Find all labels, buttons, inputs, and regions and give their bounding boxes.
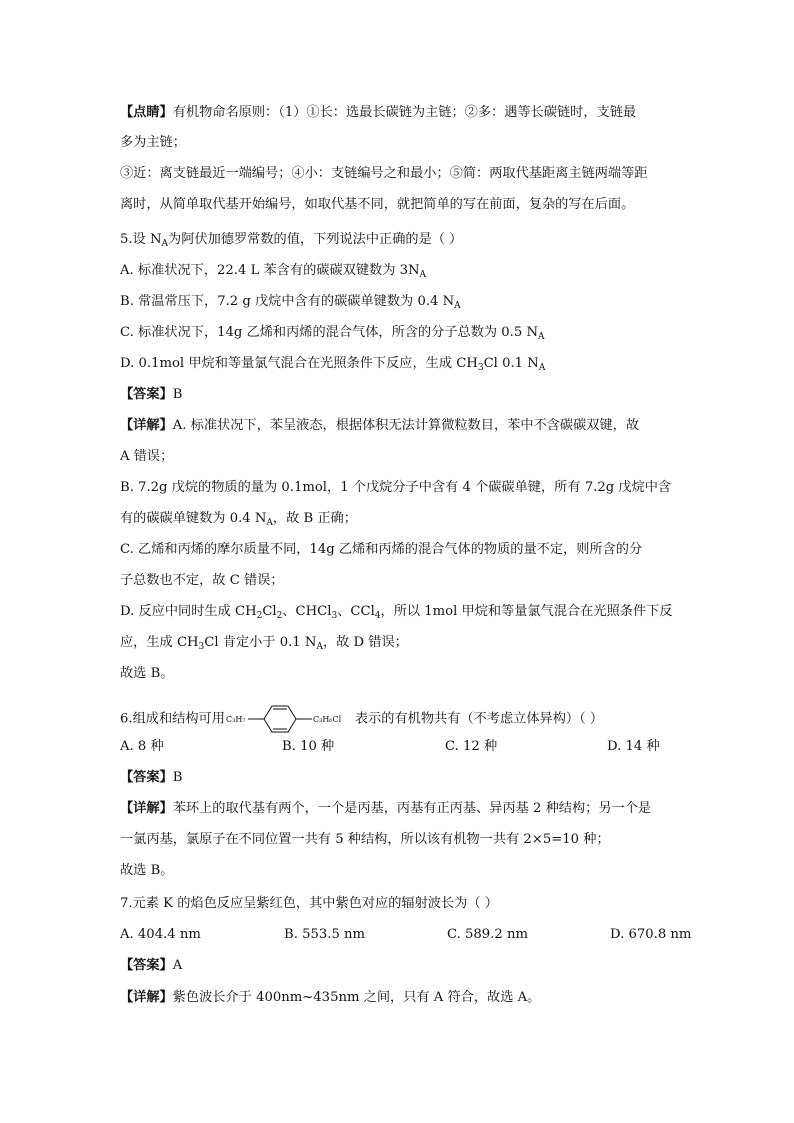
q5-option-d	[120, 355, 545, 373]
q7-detail	[120, 989, 540, 1007]
q5-detail-d2	[120, 634, 408, 652]
q5-detail-c2: 子总数也不定，故 C 错误；	[120, 573, 284, 588]
q5-stem-pre: 5.设 N	[120, 232, 162, 247]
q6-stem-pre: 6.组成和结构可用	[120, 711, 225, 727]
q5-option-d-text: D. 0.1mol 甲烷和等量氯气混合在光照条件下反应，生成 CH	[120, 356, 478, 371]
q5-detail-d2-s1: 3	[198, 642, 205, 652]
benzene-ring	[264, 706, 296, 732]
dianjing-text-1: 有机物命名原则：（1）①长：选最长碳链为主链；②多：遇等长碳链时，支链最	[172, 105, 637, 120]
q5-option-a-sub: A	[419, 270, 427, 280]
q5-option-c-text: C. 标准状况下，14g 乙烯和丙烯的混合气体，所含的分子总数为 0.5 N	[120, 325, 538, 340]
q5-detail-b1: B. 7.2g 戊烷的物质的量为 0.1mol，1 个戊烷分子中含有 4 个碳碳单键，所有 7.2g 戊烷中含	[120, 480, 672, 495]
q5-option-c	[120, 324, 545, 342]
q5-detail-d2-a: 应，生成 CH	[120, 635, 199, 650]
q5-detail-d1-s3: 3	[331, 611, 338, 621]
q6-stem-post: 表示的有机物共有（不考虑立体异构）（ ）	[354, 711, 604, 727]
q6-detail-2: 一氯丙基，氯原子在不同位置一共有 5 种结构，所以该有机物一共有 2×5=10 种；	[120, 832, 610, 847]
q5-detail-d1-s1: 2	[256, 611, 263, 621]
q5-detail-d2-b: Cl 肯定小于 0.1 N	[204, 635, 317, 650]
q7-answer-value: A	[172, 958, 183, 973]
q5-detail-b2	[120, 510, 357, 528]
dianjing-line-1	[120, 104, 636, 122]
q6-detail-1	[120, 800, 651, 818]
q5-option-d-sub1: 3	[477, 363, 484, 373]
q5-detail-tag: 【详解】	[120, 418, 173, 433]
q7-option-b: B. 553.5 nm	[284, 927, 366, 942]
q5-detail-a2: A 错误；	[120, 449, 174, 464]
dianjing-tag: 【点睛】	[120, 105, 173, 120]
left-group-label: C₃H₇	[225, 715, 246, 724]
q6-option-a: A. 8 种	[120, 739, 164, 754]
q5-detail-c1: C. 乙烯和丙烯的摩尔质量不同，14g 乙烯和丙烯的混合气体的物质的量不定，则所含的分	[120, 542, 643, 557]
q5-detail-d1-c: 、CHCl	[282, 604, 332, 619]
q5-option-b	[120, 293, 461, 311]
q5-detail-d1-s2: 2	[276, 611, 283, 621]
q5-detail-d1-d: 、CCl	[337, 604, 375, 619]
q5-option-b-sub: A	[454, 301, 461, 311]
q6-option-d: D. 14 种	[607, 739, 660, 754]
q5-option-d-sub2: A	[538, 363, 546, 373]
q5-detail-d1-s4: 4	[374, 611, 381, 621]
q5-detail-b2-sub: A	[266, 518, 273, 528]
q5-conclusion: 故选 B。	[120, 666, 174, 681]
q5-option-b-text: B. 常温常压下，7.2 g 戊烷中含有的碳碳单键数为 0.4 N	[120, 294, 455, 309]
q5-option-a	[120, 262, 426, 280]
q5-detail-d1	[120, 603, 673, 621]
q7-option-c: C. 589.2 nm	[447, 927, 528, 942]
q5-detail-d1-b: Cl	[262, 604, 277, 619]
q5-answer-tag: 【答案】	[120, 387, 173, 402]
q5-stem-post: 为阿伏加德罗常数的值，下列说法中正确的是（ ）	[168, 232, 463, 247]
q7-answer	[120, 957, 182, 975]
q5-detail-d2-c: ，故 D 错误；	[322, 635, 408, 650]
q6-stem	[120, 701, 603, 737]
q5-detail-d1-e: ，所以 1mol 甲烷和等量氯气混合在光照条件下反	[380, 604, 673, 619]
right-group-label: C₃H₆Cl	[312, 715, 342, 724]
q7-detail-tag: 【详解】	[120, 990, 173, 1005]
q5-detail-d2-s2: A	[316, 642, 323, 652]
q5-option-c-sub: A	[538, 332, 545, 342]
q6-option-c: C. 12 种	[445, 739, 498, 754]
q5-answer	[120, 386, 182, 404]
q7-stem: 7.元素 K 的焰色反应呈紫红色，其中紫色对应的辐射波长为（ ）	[120, 896, 498, 911]
dianjing-line-3: ③近：离支链最近一端编号；④小：支链编号之和最小；⑤简：两取代基距离主链两端等距	[120, 166, 648, 181]
q7-detail-text: 紫色波长介于 400nm~435nm 之间，只有 A 符合，故选 A。	[172, 990, 541, 1005]
q5-option-a-text: A. 标准状况下，22.4 L 苯含有的碳碳双键数为 3N	[120, 263, 420, 278]
q7-option-a: A. 404.4 nm	[120, 927, 201, 942]
q5-answer-value: B	[172, 387, 183, 402]
q6-answer	[120, 769, 182, 787]
q7-answer-tag: 【答案】	[120, 958, 173, 973]
q6-answer-tag: 【答案】	[120, 770, 173, 785]
q6-detail-1-text: 苯环上的取代基有两个，一个是丙基，丙基有正丙基、异丙基 2 种结构；另一个是	[172, 801, 652, 816]
q5-detail-b2-pre: 有的碳碳单键数为 0.4 N	[120, 511, 267, 526]
q7-option-d: D. 670.8 nm	[610, 927, 692, 942]
q5-detail-a1	[120, 417, 639, 435]
q5-stem	[120, 231, 462, 249]
q5-detail-b2-post: ，故 B 正确；	[272, 511, 357, 526]
q5-option-d-mid: Cl 0.1 N	[483, 356, 539, 371]
q5-detail-a1-text: A. 标准状况下，苯呈液态，根据体积无法计算微粒数目，苯中不含碳碳双键，故	[172, 418, 640, 433]
q6-answer-value: B	[172, 770, 183, 785]
q5-detail-d1-a: D. 反应中同时生成 CH	[120, 604, 257, 619]
q6-conclusion: 故选 B。	[120, 863, 174, 878]
q5-stem-sub: A	[161, 239, 169, 249]
dianjing-line-4: 离时，从简单取代基开始编号，如取代基不同，就把简单的写在前面，复杂的写在后面。	[120, 197, 635, 212]
benzene-structure-diagram	[226, 701, 354, 737]
q6-detail-tag: 【详解】	[120, 801, 173, 816]
q6-option-b: B. 10 种	[282, 739, 335, 754]
dianjing-line-2: 多为主链；	[120, 135, 186, 150]
